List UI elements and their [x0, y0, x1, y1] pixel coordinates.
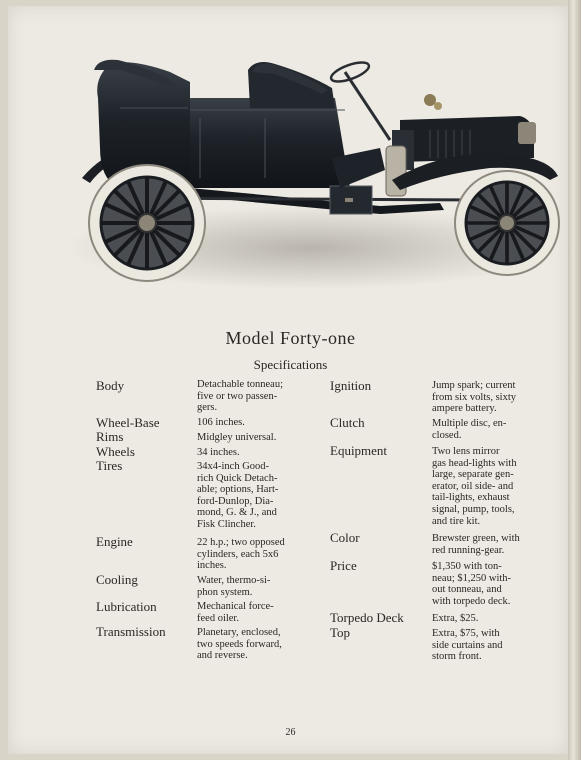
- spec-value-color: Brewster green, with red running-gear.: [432, 533, 520, 556]
- spec-label-ignition: Ignition: [330, 378, 372, 393]
- spec-value-price: $1,350 with ton- neau; $1,250 with- out tonneau, and with torpedo deck.: [432, 561, 512, 607]
- spec-value-wheels: 34 inches.: [197, 447, 240, 458]
- spec-label-body: Body: [96, 378, 125, 393]
- spec-label-wheel-base: Wheel-Base: [96, 415, 160, 430]
- rear-wheel: [89, 165, 205, 281]
- spec-label-price: Price: [330, 558, 357, 573]
- spec-label-equipment: Equipment: [330, 443, 388, 458]
- spec-label-cooling: Cooling: [96, 572, 138, 587]
- spec-value-equipment: Two lens mirror gas head-lights with large, separate gen- erator, oil side- and tail-lights, exhaust signal, pump, tools, and tire kit.: [432, 446, 517, 527]
- spec-value-transmission: Planetary, enclosed, two speeds forward, and reverse.: [197, 627, 282, 662]
- spec-value-rims: Midgley universal.: [197, 432, 277, 443]
- spec-label-tires: Tires: [96, 458, 123, 473]
- spec-value-cooling: Water, thermo-si- phon system.: [197, 575, 271, 598]
- spec-label-transmission: Transmission: [96, 624, 166, 639]
- spec-label-lubrication: Lubrication: [96, 599, 157, 614]
- book-spine: [568, 0, 581, 760]
- page-number: 26: [285, 727, 296, 738]
- spec-label-color: Color: [330, 530, 360, 545]
- spec-label-top: Top: [330, 625, 351, 640]
- spec-value-torpedo-deck: Extra, $25.: [432, 613, 479, 624]
- spec-value-clutch: Multiple disc, en- closed.: [432, 418, 507, 441]
- spec-value-ignition: Jump spark; current from six volts, sixty ampere battery.: [432, 380, 517, 415]
- spec-value-wheel-base: 106 inches.: [197, 417, 245, 428]
- spec-label-wheels: Wheels: [96, 444, 135, 459]
- car-illustration: [60, 38, 560, 293]
- spec-label-torpedo-deck: Torpedo Deck: [330, 610, 404, 625]
- spec-value-lubrication: Mechanical force- feed oiler.: [197, 601, 274, 624]
- spec-label-engine: Engine: [96, 534, 133, 549]
- spec-label-rims: Rims: [96, 429, 124, 444]
- spec-value-body: Detachable tonneau; five or two passen- gers.: [197, 379, 283, 414]
- specifications-heading: Specifications: [253, 357, 328, 372]
- spec-label-clutch: Clutch: [330, 415, 365, 430]
- page-title: Model Forty-one: [225, 328, 356, 348]
- spec-value-engine: 22 h.p.; two opposed cylinders, each 5x6 inches.: [197, 537, 285, 572]
- front-wheel: [455, 171, 559, 275]
- spec-value-top: Extra, $75, with side curtains and storm front.: [432, 628, 503, 663]
- spec-value-tires: 34x4-inch Good- rich Quick Detach- able; options, Hart- ford-Dunlop, Dia- mond, G. & J., and Fisk Clincher.: [197, 461, 279, 530]
